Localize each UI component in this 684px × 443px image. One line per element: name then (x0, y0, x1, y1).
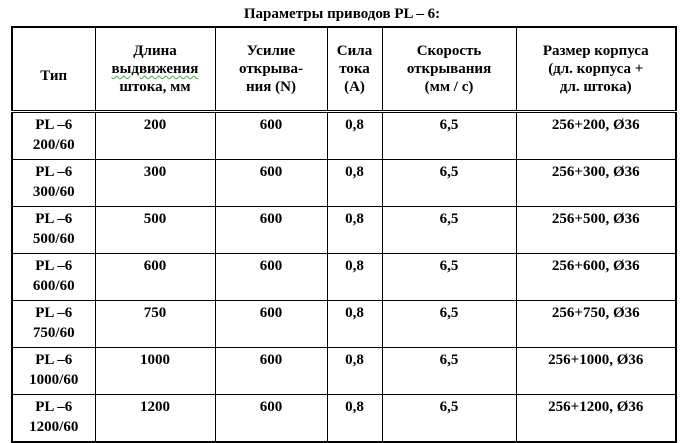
cell-force: 600 (215, 348, 327, 395)
table-row (12, 301, 676, 348)
cell-current: 0,8 (327, 160, 382, 207)
cell-force: 600 (215, 160, 327, 207)
table-body (12, 112, 676, 443)
type-variant: 1200/60 (29, 419, 79, 435)
type-variant: 600/60 (32, 278, 75, 294)
header-speed-line-3: (мм / с) (424, 79, 474, 95)
header-current-line-1: Сила (336, 43, 373, 59)
header-size-line-2: (дл. корпуса + (548, 61, 644, 77)
page-title: Параметры приводов PL – 6: (243, 6, 441, 22)
cell-stroke: 300 (95, 160, 215, 207)
type-model: PL –6 (35, 399, 73, 415)
header-stroke-length (95, 27, 215, 112)
table-header (12, 27, 676, 112)
cell-force: 600 (215, 395, 327, 443)
type-model: PL –6 (35, 305, 73, 321)
cell-stroke: 1200 (95, 395, 215, 443)
cell-stroke: 500 (95, 207, 215, 254)
cell-size: 256+300, Ø36 (516, 160, 676, 207)
table-row (12, 207, 676, 254)
type-variant: 750/60 (32, 325, 75, 341)
header-force-line-3: ния (N) (246, 79, 296, 95)
cell-type (12, 112, 95, 160)
header-stroke-line-1: Длина (133, 43, 177, 59)
cell-size: 256+1200, Ø36 (516, 395, 676, 443)
cell-current: 0,8 (327, 348, 382, 395)
type-model: PL –6 (35, 258, 73, 274)
header-opening-force (215, 27, 327, 112)
type-variant: 500/60 (32, 231, 75, 247)
cell-current: 0,8 (327, 112, 382, 160)
cell-force: 600 (215, 301, 327, 348)
cell-size: 256+200, Ø36 (516, 112, 676, 160)
type-model: PL –6 (35, 352, 73, 368)
header-opening-speed (382, 27, 516, 112)
table-row (12, 160, 676, 207)
cell-force: 600 (215, 207, 327, 254)
cell-speed: 6,5 (382, 254, 516, 301)
header-type (12, 27, 95, 112)
cell-type (12, 207, 95, 254)
type-model: PL –6 (35, 164, 73, 180)
cell-type (12, 254, 95, 301)
type-model: PL –6 (35, 211, 73, 227)
cell-type (12, 395, 95, 443)
cell-type (12, 348, 95, 395)
cell-size: 256+600, Ø36 (516, 254, 676, 301)
header-type-label: Тип (40, 68, 68, 84)
table-row (12, 395, 676, 443)
cell-current: 0,8 (327, 207, 382, 254)
cell-speed: 6,5 (382, 160, 516, 207)
type-variant: 200/60 (32, 137, 75, 153)
table-row (12, 348, 676, 395)
cell-size: 256+750, Ø36 (516, 301, 676, 348)
header-size-line-3: дл. штока) (559, 79, 632, 95)
cell-current: 0,8 (327, 254, 382, 301)
header-current-line-2: тока (339, 61, 370, 77)
cell-type (12, 301, 95, 348)
type-variant: 300/60 (32, 184, 75, 200)
cell-speed: 6,5 (382, 112, 516, 160)
header-current (327, 27, 382, 112)
type-variant: 1000/60 (29, 372, 79, 388)
header-stroke-line-3: штока, мм (119, 79, 191, 95)
cell-force: 600 (215, 254, 327, 301)
header-force-line-1: Усилие (246, 43, 296, 59)
cell-stroke: 1000 (95, 348, 215, 395)
cell-speed: 6,5 (382, 207, 516, 254)
cell-size: 256+1000, Ø36 (516, 348, 676, 395)
table-row (12, 254, 676, 301)
header-current-line-3: (А) (344, 79, 365, 95)
header-speed-line-2: открывания (406, 61, 492, 77)
header-size-line-1: Размер корпуса (542, 43, 649, 59)
cell-type (12, 160, 95, 207)
cell-size: 256+500, Ø36 (516, 207, 676, 254)
header-housing-size (516, 27, 676, 112)
header-speed-line-1: Скорость (416, 43, 482, 59)
cell-stroke: 600 (95, 254, 215, 301)
cell-speed: 6,5 (382, 395, 516, 443)
cell-current: 0,8 (327, 301, 382, 348)
cell-stroke: 750 (95, 301, 215, 348)
cell-speed: 6,5 (382, 348, 516, 395)
cell-stroke: 200 (95, 112, 215, 160)
header-stroke-line-2: выдвижения (111, 61, 199, 77)
cell-speed: 6,5 (382, 301, 516, 348)
header-force-line-2: открыва- (239, 61, 303, 77)
cell-current: 0,8 (327, 395, 382, 443)
type-model: PL –6 (35, 117, 73, 133)
table-row (12, 112, 676, 160)
parameters-table (11, 26, 677, 443)
cell-force: 600 (215, 112, 327, 160)
